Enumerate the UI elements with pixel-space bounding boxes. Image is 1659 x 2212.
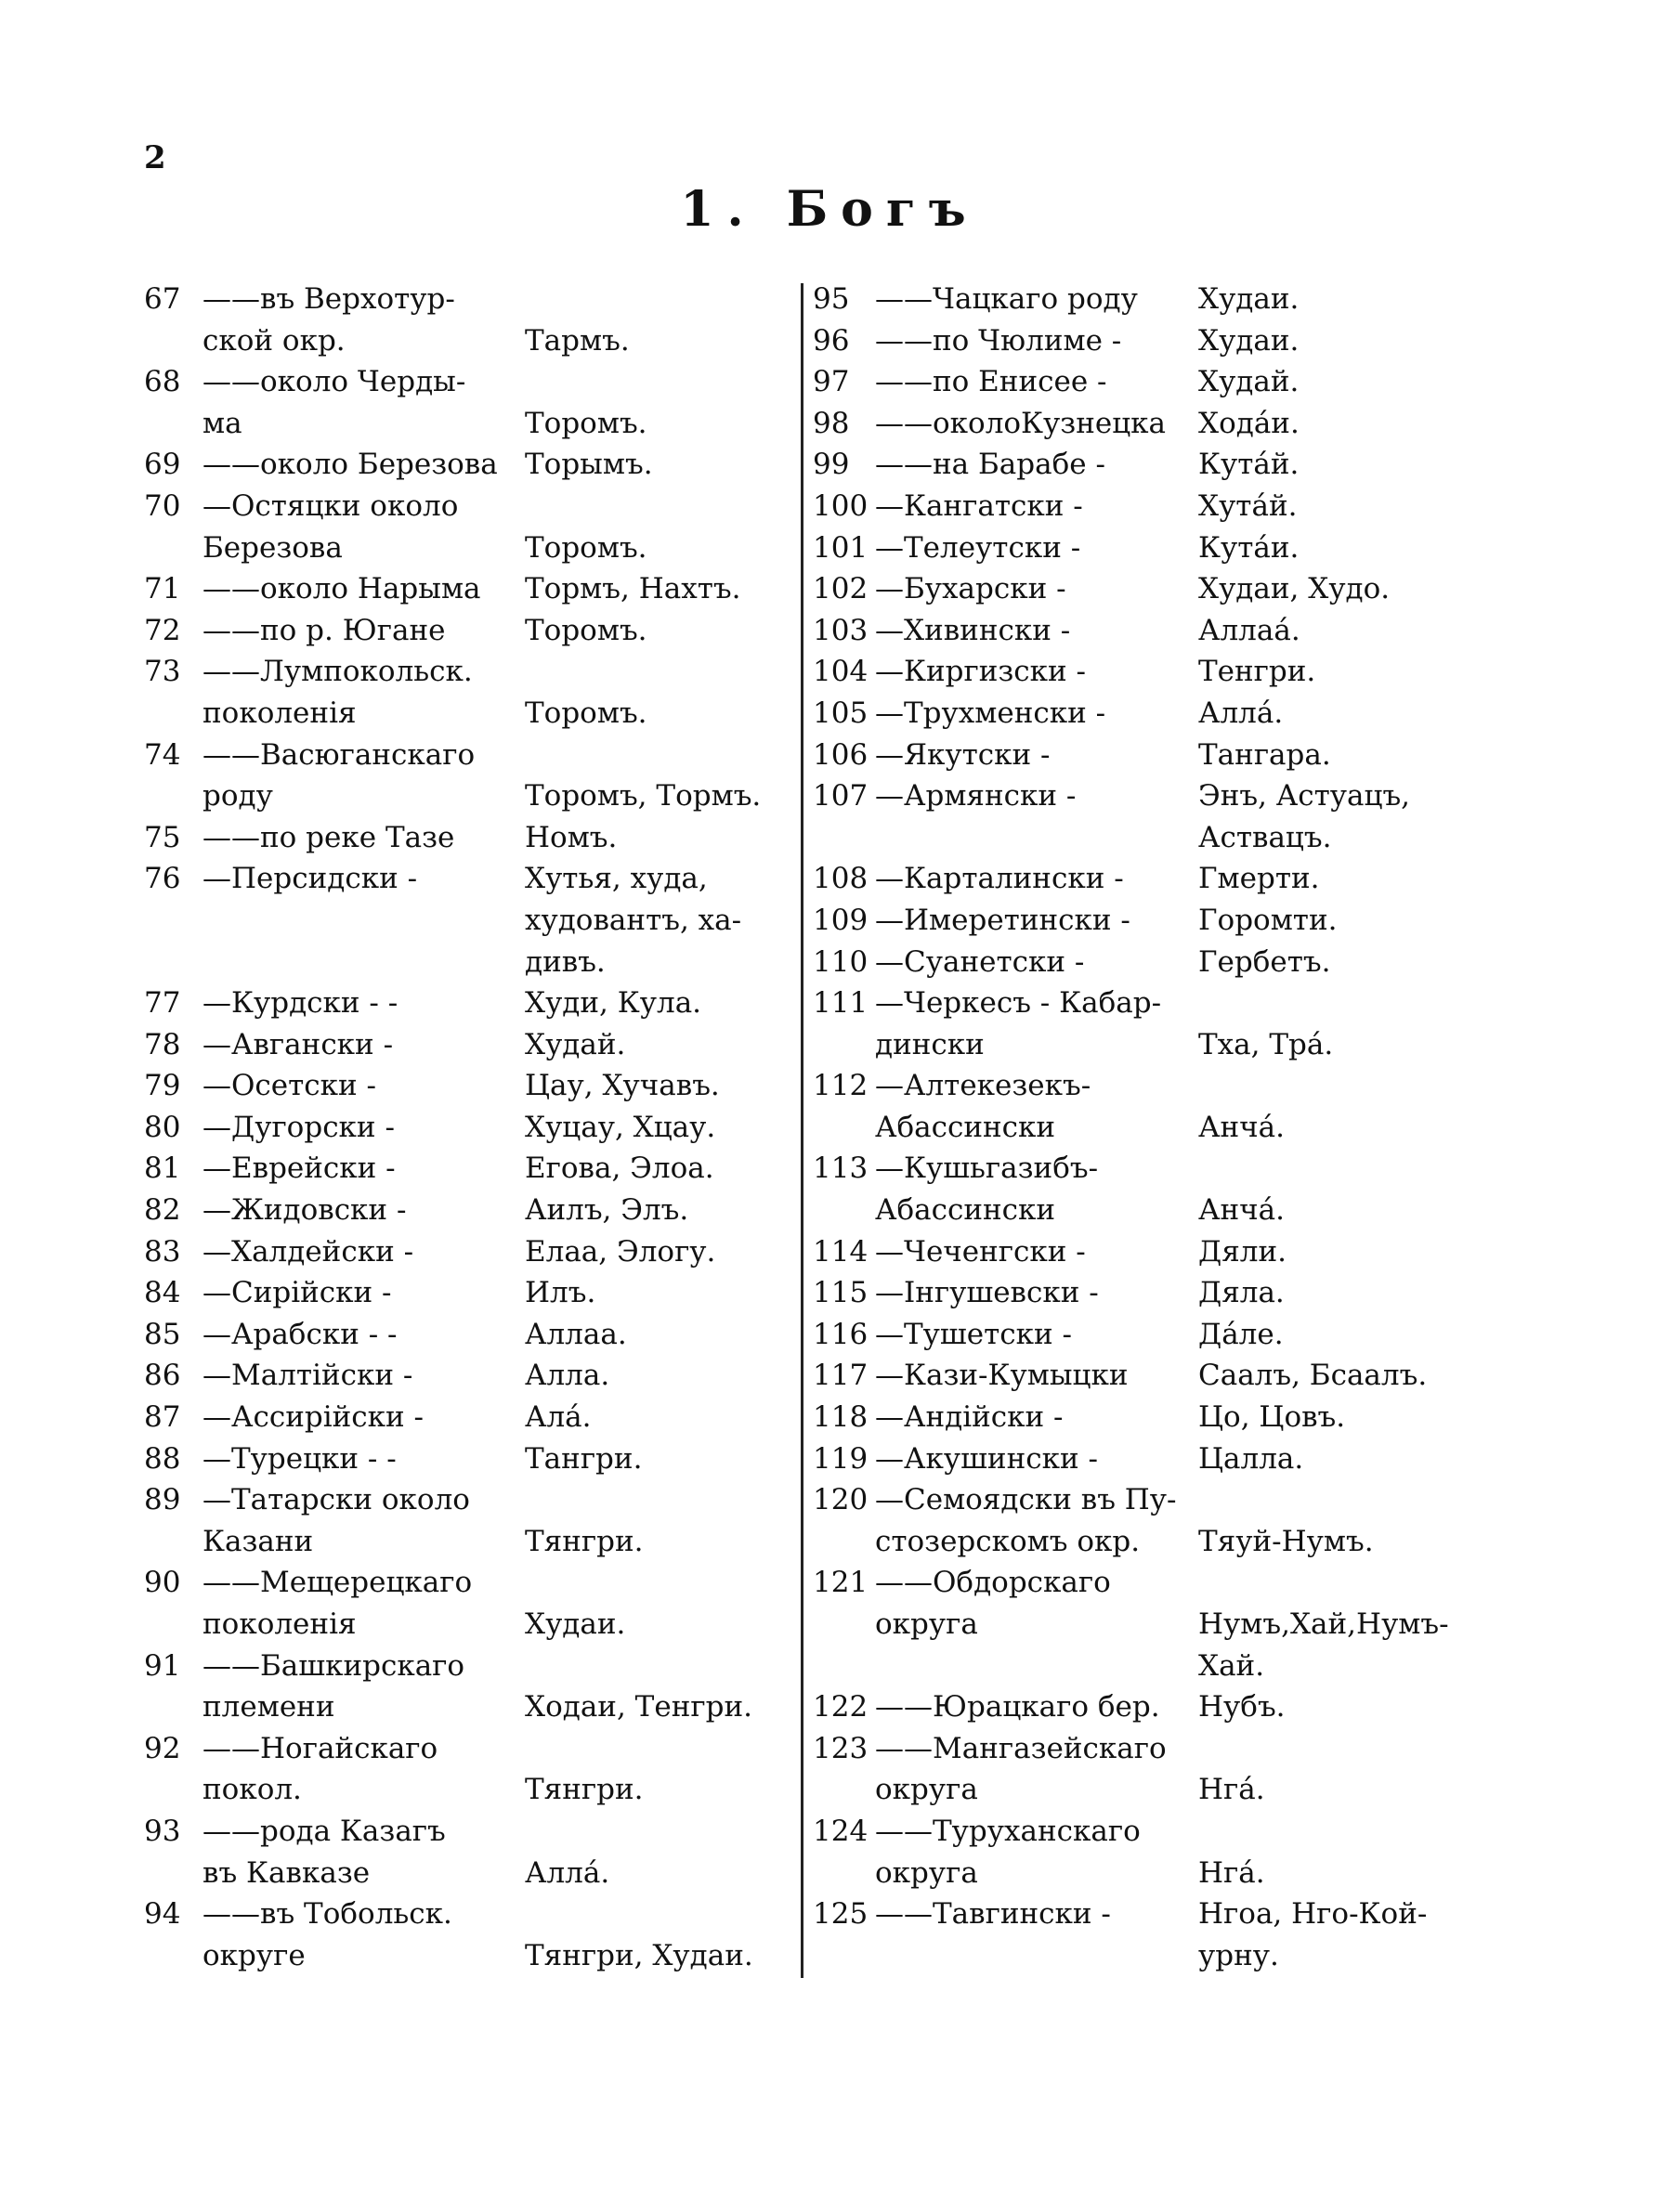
entry-number: 69 [144,448,181,482]
entry-word: Анчá. [1198,1110,1285,1144]
entry-line [808,568,1477,610]
entry-line [139,320,790,362]
entry-word: Нгá. [1198,1855,1265,1890]
entry-word: Хуцау, Хцау. [525,1110,716,1144]
entry-number: 95 [813,282,850,316]
entry-language: —Телеутски - [875,530,1081,565]
entry-language: Казани [202,1524,314,1558]
entry-language: —Алтекезекъ- [875,1069,1091,1103]
entry-language: —Осетски - [202,1069,376,1103]
entry-line [139,1604,790,1646]
entry-line [139,1853,790,1894]
entry-language: ——Мангазейскаго [875,1731,1167,1765]
entry-line [139,1231,790,1273]
entry-number: 89 [144,1483,181,1517]
entry-line [808,403,1477,445]
entry-line [139,1811,790,1853]
entry-language: —Татарски около [202,1483,470,1517]
column-divider [801,283,803,1978]
entry-number: 90 [144,1566,181,1600]
entry-line [808,444,1477,486]
entry-word: Торомъ, Тормъ. [525,779,762,813]
entry-number: 102 [813,572,869,606]
entry-language: —Персидски - [202,862,418,896]
entry-language: —Карталински - [875,862,1124,896]
entry-language: —Ассирійски - [202,1400,425,1435]
entry-line [139,1935,790,1977]
entry-number: 68 [144,365,181,399]
entry-language: ——Чацкаго роду [875,282,1138,316]
entry-number: 117 [813,1359,869,1393]
entry-language: —Інгушевски - [875,1276,1099,1310]
entry-word: Тха, Трá. [1198,1027,1334,1061]
entry-language: —Сирійски - [202,1276,392,1310]
entry-number: 125 [813,1897,869,1932]
entry-word: худовантъ, ха- [525,903,742,937]
entry-number: 84 [144,1276,181,1310]
entry-word: Номъ. [525,820,618,854]
entry-language: ——по р. Югане [202,613,446,647]
entry-word: Хутья, худа, [525,862,708,896]
entry-number: 96 [813,323,850,358]
entry-line [808,1811,1477,1853]
entry-line [139,527,790,569]
entry-word: Тяуй-Нумъ. [1198,1524,1374,1558]
entry-line [808,279,1477,320]
entry-word: Хай. [1198,1648,1265,1683]
entry-word: Дяла. [1198,1276,1285,1310]
entry-number: 91 [144,1648,181,1683]
entry-line [808,1314,1477,1356]
entry-number: 108 [813,862,869,896]
entry-line [808,1728,1477,1770]
entry-line [808,1604,1477,1646]
entry-line [139,1521,790,1563]
entry-line [139,1728,790,1770]
entry-word: Худаи, Худо. [1198,572,1391,606]
entry-word: Анчá. [1198,1193,1285,1228]
entry-word: Тянгри. [525,1524,644,1558]
entry-line [808,1521,1477,1563]
entry-language: —Дугорски - [202,1110,395,1144]
entry-language: Абассински [875,1193,1056,1228]
entry-number: 88 [144,1441,181,1476]
entry-line [139,1646,790,1687]
entry-number: 113 [813,1152,869,1186]
entry-language: округа [875,1607,978,1641]
entry-word: Торомъ. [525,406,647,440]
entry-line [808,1893,1477,1935]
entry-line [808,693,1477,735]
entry-line [808,1686,1477,1728]
entry-line [139,1893,790,1935]
entry-word: Кутáй. [1198,448,1300,482]
entry-number: 99 [813,448,850,482]
entry-language: ——рода Казагъ [202,1814,446,1848]
entry-line [808,1397,1477,1438]
entry-line [139,1024,790,1066]
entry-number: 116 [813,1317,869,1351]
entry-word: урну. [1198,1938,1279,1972]
entry-line [139,982,790,1024]
entry-line [139,444,790,486]
entry-word: Худаи. [1198,323,1300,358]
entry-word: Тангара. [1198,737,1331,772]
entry-language: ——Туруханскаго [875,1814,1141,1848]
entry-number: 123 [813,1731,869,1765]
entry-word: Торомъ. [525,613,647,647]
entry-line [808,1107,1477,1149]
entry-line [808,1148,1477,1190]
entry-word: Дяли. [1198,1234,1287,1269]
entry-language: ской окр. [202,323,346,358]
entry-line [808,651,1477,693]
entry-line [808,900,1477,942]
entry-language: —Кази-Кумыцки [875,1359,1129,1393]
entry-line [139,1686,790,1728]
entry-line [808,486,1477,527]
entry-number: 106 [813,737,869,772]
entry-language: —Хивински - [875,613,1071,647]
entry-language: ——Обдорскаго [875,1566,1111,1600]
entry-number: 115 [813,1276,869,1310]
entry-word: Цалла. [1198,1441,1304,1476]
entry-language: поколенія [202,1607,357,1641]
entry-line [808,361,1477,403]
entry-language: Березова [202,530,343,565]
entry-word: Цо, Цовъ. [1198,1400,1346,1435]
entry-number: 103 [813,613,869,647]
entry-line [139,1438,790,1480]
entry-number: 79 [144,1069,181,1103]
entry-word: Тенгри. [1198,655,1316,689]
entry-line [808,1231,1477,1273]
page-title: 1. Богъ [680,181,979,238]
entry-language: ——Юрацкаго бер. [875,1690,1160,1724]
entry-number: 80 [144,1110,181,1144]
entry-number: 100 [813,488,869,523]
page-number: 2 [144,139,166,176]
entry-number: 87 [144,1400,181,1435]
entry-number: 97 [813,365,850,399]
entry-number: 112 [813,1069,869,1103]
entry-language: —Андійски - [875,1400,1064,1435]
entry-line [139,1314,790,1356]
entry-language: —Арабски - - [202,1317,398,1351]
entry-line [808,1853,1477,1894]
entry-line [808,1935,1477,1977]
entry-word: Тормъ, Нахтъ. [525,572,741,606]
entry-word: Илъ. [525,1276,596,1310]
entry-number: 124 [813,1814,869,1848]
entry-language: округе [202,1938,306,1972]
entry-language: —Авгански - [202,1027,394,1061]
entry-language: въ Кавказе [202,1855,371,1890]
entry-language: ——Башкирскаго [202,1648,465,1683]
entry-word: Худаи. [525,1607,626,1641]
entry-language: поколенія [202,696,357,730]
entry-language: Абассински [875,1110,1056,1144]
entry-line [139,900,790,942]
entry-language: стозерскомъ окр. [875,1524,1141,1558]
entry-number: 78 [144,1027,181,1061]
entry-language: ма [202,406,242,440]
entry-language: ——около Березова [202,448,498,482]
entry-word: Кутáи. [1198,530,1300,565]
entry-language: —Суанетски - [875,944,1085,979]
entry-line [808,1769,1477,1811]
entry-line [139,817,790,859]
entry-number: 86 [144,1359,181,1393]
entry-number: 101 [813,530,869,565]
entry-number: 118 [813,1400,869,1435]
entry-number: 114 [813,1234,869,1269]
entry-language: ——въ Тобольск. [202,1897,452,1932]
entry-line [139,1479,790,1521]
entry-word: Цау, Хучавъ. [525,1069,720,1103]
entry-word: Тангри. [525,1441,643,1476]
entry-language: —Турецки - - [202,1441,397,1476]
entry-language: ——Васюганскаго [202,737,476,772]
entry-language: дински [875,1027,985,1061]
entry-line [808,775,1477,817]
entry-line [139,1107,790,1149]
entry-language: —Киргизски - [875,655,1087,689]
entry-word: Саалъ, Бсаалъ. [1198,1359,1428,1393]
left-column [139,279,790,1976]
entry-number: 75 [144,820,181,854]
entry-language: покол. [202,1773,302,1807]
entry-language: —Чеченгски - [875,1234,1086,1269]
entry-line [139,735,790,776]
entry-number: 94 [144,1897,181,1932]
entry-word: Елаа, Элогу. [525,1234,716,1269]
entry-language: —Жидовски - [202,1193,407,1228]
entry-language: округа [875,1773,978,1807]
entry-word: Гмерти. [1198,862,1320,896]
entry-word: Аствацъ. [1198,820,1332,854]
entry-line [808,735,1477,776]
entry-language: —Акушински - [875,1441,1098,1476]
entry-line [808,1562,1477,1604]
entry-language: ——Тавгински - [875,1897,1111,1932]
entry-number: 110 [813,944,869,979]
entry-language: ——Мещерецкаго [202,1566,473,1600]
entry-language: —Кушьгазибъ- [875,1152,1099,1186]
entry-word: Нгоа, Нго-Кой- [1198,1897,1428,1932]
entry-number: 85 [144,1317,181,1351]
entry-number: 82 [144,1193,181,1228]
entry-line [808,1646,1477,1687]
entry-number: 92 [144,1731,181,1765]
entry-number: 73 [144,655,181,689]
entry-number: 122 [813,1690,869,1724]
entry-language: роду [202,779,273,813]
entry-line [139,279,790,320]
entry-line [808,1065,1477,1107]
entry-line [808,1438,1477,1480]
entry-number: 107 [813,779,869,813]
entry-line [139,568,790,610]
entry-word: Тянгри. [525,1773,644,1807]
entry-language: ——по Енисее - [875,365,1107,399]
entry-number: 70 [144,488,181,523]
entry-language: —Армянски - [875,779,1077,813]
entry-language: ——по Чюлиме - [875,323,1122,358]
entry-word: Гербетъ. [1198,944,1331,979]
entry-word: дивъ. [525,944,606,979]
entry-line [139,775,790,817]
entry-word: Торомъ. [525,696,647,730]
entry-number: 120 [813,1483,869,1517]
entry-line [139,1397,790,1438]
right-column [808,279,1477,1976]
entry-language: ——Ногайскаго [202,1731,438,1765]
entry-line [139,610,790,652]
entry-word: Худи, Кула. [525,986,702,1021]
entry-line [808,1272,1477,1314]
entry-language: —Курдски - - [202,986,398,1021]
entry-word: Нгá. [1198,1773,1265,1807]
entry-word: Алá. [525,1400,592,1435]
entry-line [139,1355,790,1397]
entry-line [808,610,1477,652]
entry-word: Ходáи. [1198,406,1300,440]
entry-number: 83 [144,1234,181,1269]
entry-word: Егова, Элоа. [525,1152,714,1186]
entry-number: 76 [144,862,181,896]
entry-line [139,361,790,403]
entry-line [808,982,1477,1024]
entry-language: ——въ Верхотур- [202,282,455,316]
entry-language: —Кангатски - [875,488,1083,523]
entry-line [808,942,1477,983]
entry-word: Дáле. [1198,1317,1284,1351]
entry-line [808,527,1477,569]
entry-language: —Имеретински - [875,903,1130,937]
entry-language: —Черкесъ - Кабар- [875,986,1162,1021]
entry-word: Аллá. [1198,696,1284,730]
entry-language: ——на Барабе - [875,448,1105,482]
entry-word: Худаи. [1198,282,1300,316]
entry-number: 72 [144,613,181,647]
entry-language: —Остяцки около [202,488,459,523]
entry-language: ——около Черды- [202,365,466,399]
entry-number: 77 [144,986,181,1021]
entry-language: округа [875,1855,978,1890]
entry-language: —Бухарски - [875,572,1066,606]
entry-number: 109 [813,903,869,937]
entry-word: Нубъ. [1198,1690,1286,1724]
entry-number: 98 [813,406,850,440]
entry-line [808,1479,1477,1521]
entry-language: —Еврейски - [202,1152,396,1186]
entry-number: 111 [813,986,869,1021]
entry-line [139,651,790,693]
entry-word: Торомъ. [525,530,647,565]
entry-line [139,1769,790,1811]
entry-line [139,942,790,983]
entry-word: Ходаи, Тенгри. [525,1690,752,1724]
entry-language: —Семоядски въ Пу- [875,1483,1177,1517]
entry-number: 119 [813,1441,869,1476]
entry-number: 81 [144,1152,181,1186]
entry-word: Нумъ,Хай,Нумъ- [1198,1607,1449,1641]
entry-line [139,1272,790,1314]
entry-line [139,693,790,735]
entry-word: Тармъ. [525,323,630,358]
entry-number: 121 [813,1566,869,1600]
entry-line [139,1190,790,1231]
entry-language: ——по реке Тазе [202,820,455,854]
entry-line [808,320,1477,362]
entry-number: 105 [813,696,869,730]
entry-word: Худай. [1198,365,1300,399]
entry-number: 71 [144,572,181,606]
entry-word: Тянгри, Худаи. [525,1938,753,1972]
entry-line [139,858,790,900]
entry-language: —Тушетски - [875,1317,1072,1351]
entry-word: Хутáй. [1198,488,1298,523]
entry-language: —Малтійски - [202,1359,413,1393]
entry-word: Торымъ. [525,448,653,482]
entry-line [139,403,790,445]
entry-word: Горомти. [1198,903,1338,937]
entry-line [139,1562,790,1604]
entry-language: племени [202,1690,335,1724]
entry-word: Алла. [525,1359,610,1393]
entry-word: Аллаá. [1198,613,1300,647]
entry-number: 104 [813,655,869,689]
entry-word: Энъ, Астуацъ, [1198,779,1411,813]
entry-number: 93 [144,1814,181,1848]
entry-line [139,1065,790,1107]
entry-number: 67 [144,282,181,316]
entry-number: 74 [144,737,181,772]
entry-line [808,817,1477,859]
entry-language: —Трухменски - [875,696,1106,730]
entry-line [808,1190,1477,1231]
entry-line [808,1024,1477,1066]
entry-line [139,486,790,527]
entry-language: —Халдейски - [202,1234,414,1269]
entry-language: ——околоКузнецка [875,406,1166,440]
entry-line [139,1148,790,1190]
entry-language: —Якутски - [875,737,1051,772]
entry-line [808,858,1477,900]
entry-word: Аллá. [525,1855,610,1890]
entry-word: Аллаа. [525,1317,627,1351]
entry-word: Аилъ, Элъ. [525,1193,689,1228]
entry-language: ——около Нарыма [202,572,481,606]
entry-language: ——Лумпокольск. [202,655,473,689]
entry-word: Худай. [525,1027,626,1061]
entry-line [808,1355,1477,1397]
